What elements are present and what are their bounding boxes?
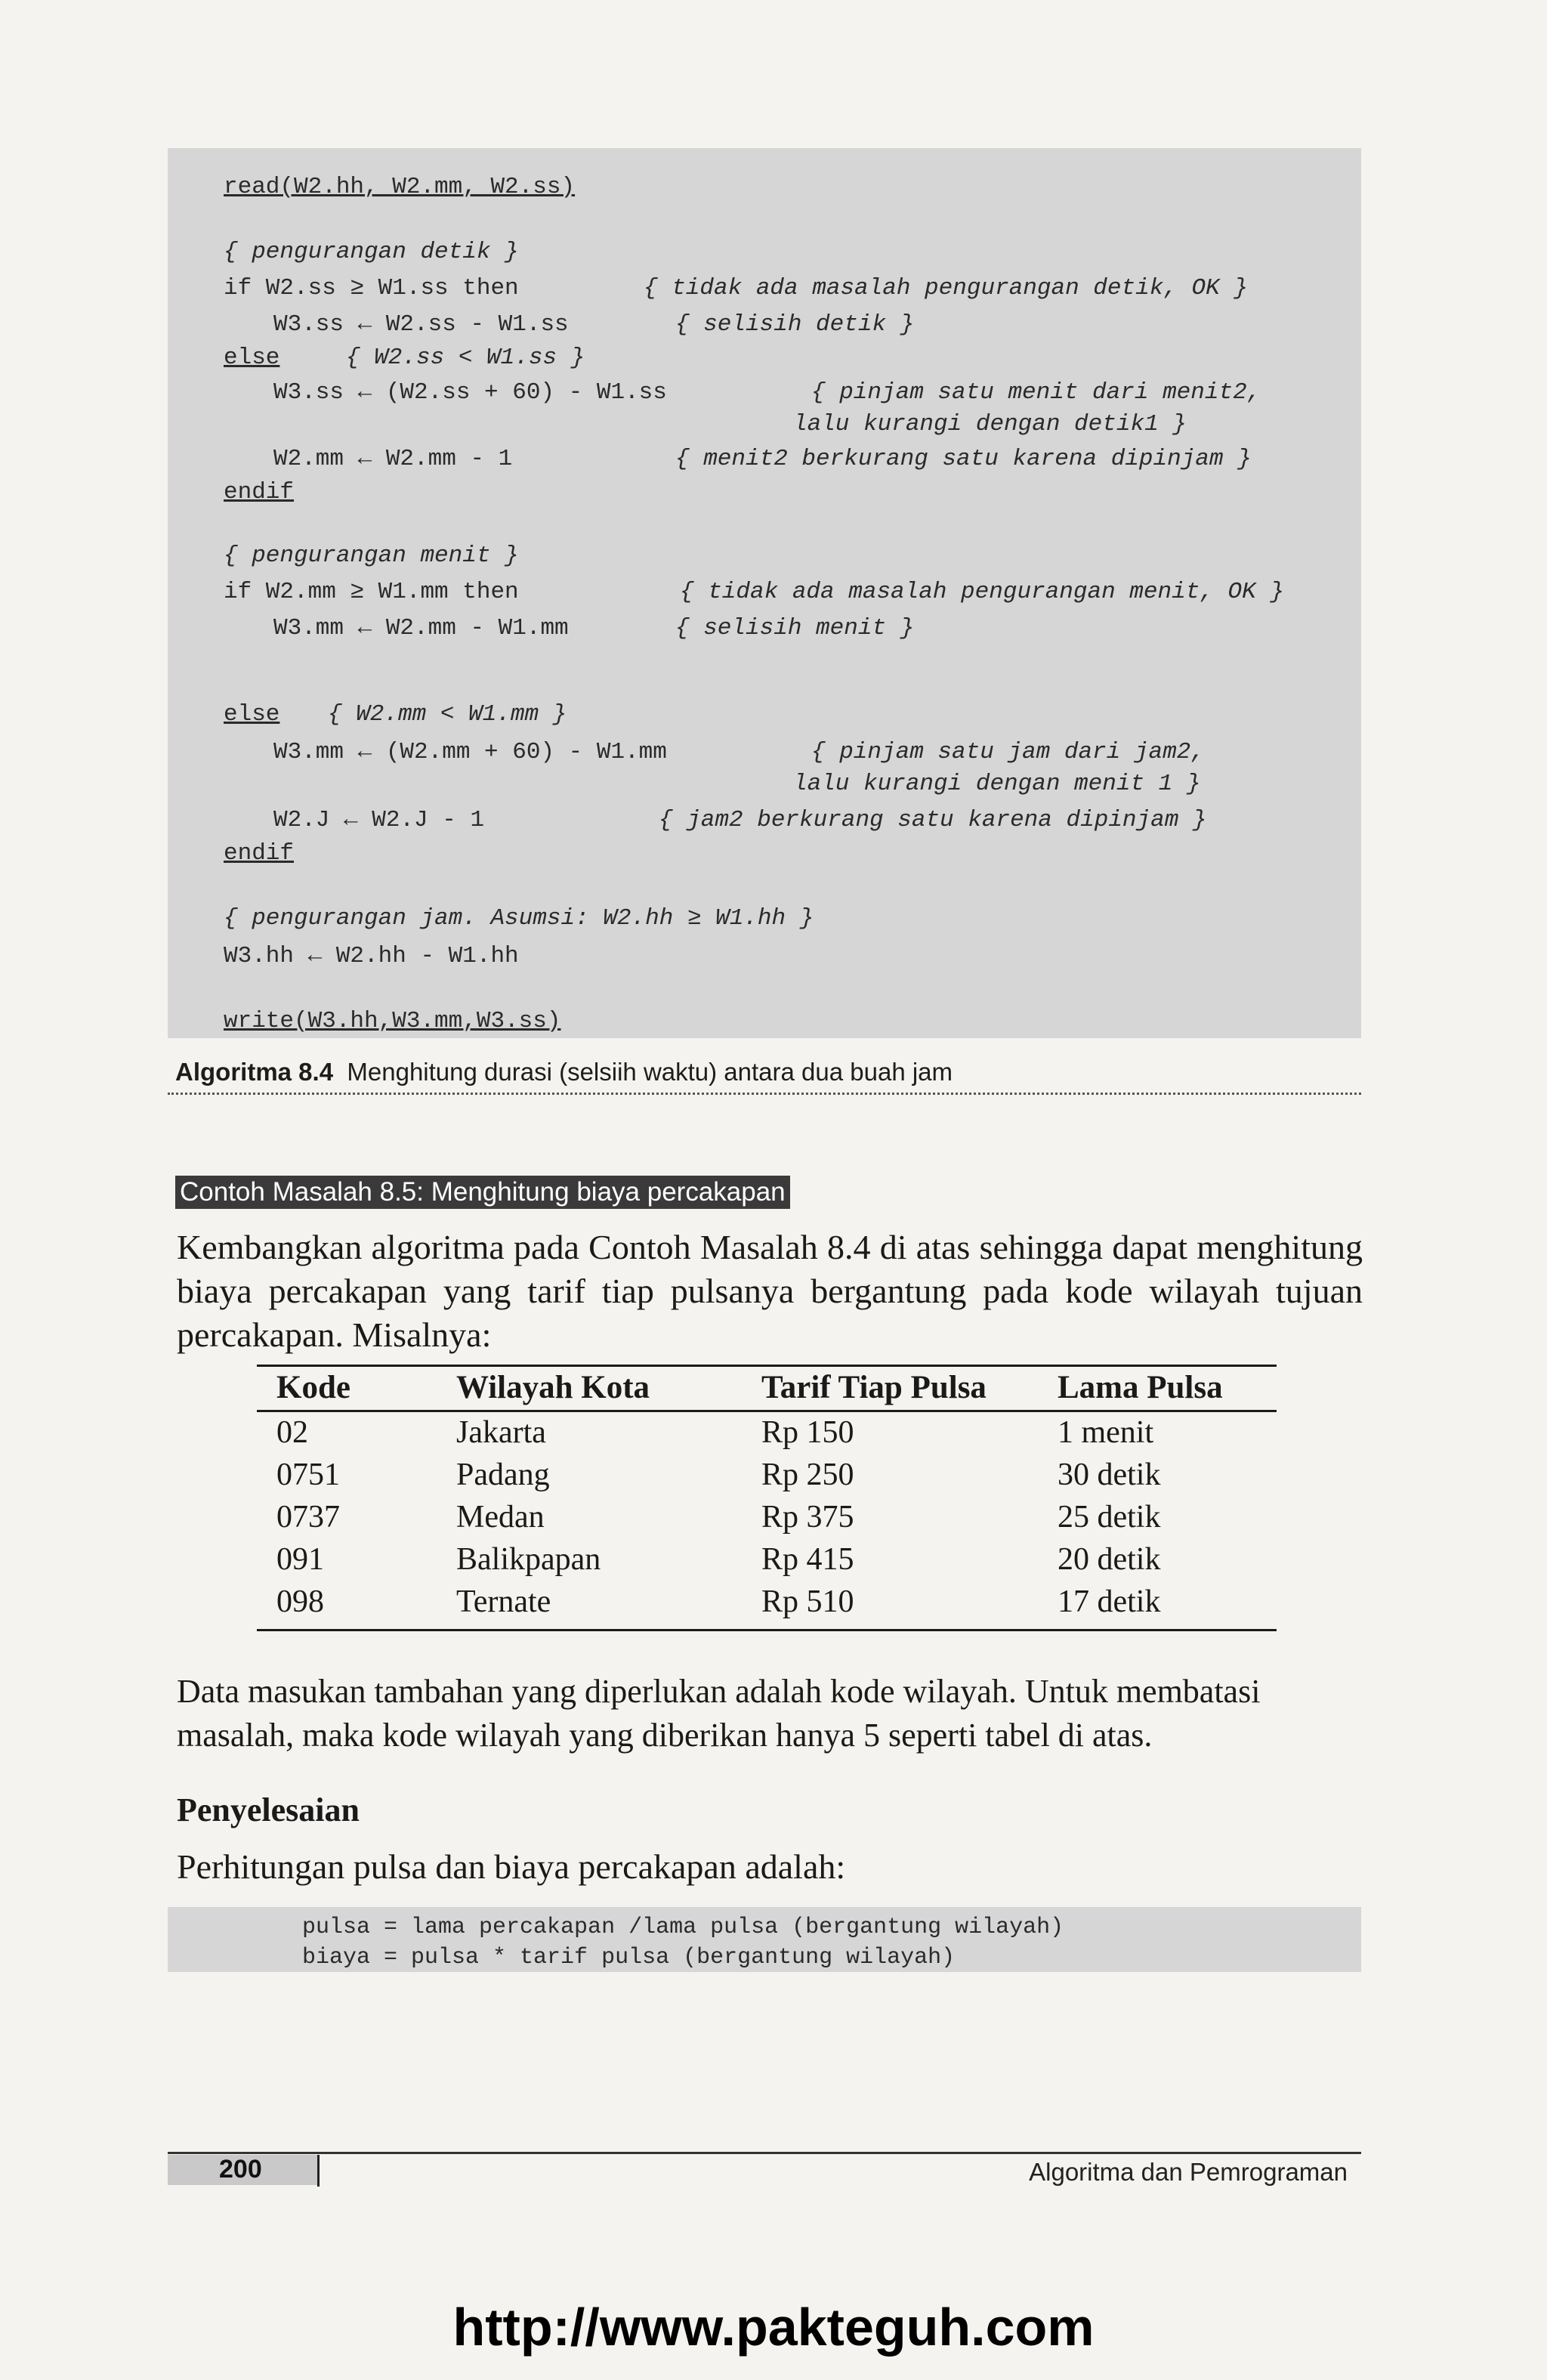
caption-text: Menghitung durasi (selsiih waktu) antara dua buah jam [347, 1058, 953, 1086]
example-intro: Kembangkan algoritma pada Contoh Masalah 8.4 di atas sehingga dapat menghitung biaya percakapan yang tarif tiap pulsanya bergantung pada kode wilayah tujuan percakapan. Misalnya: [177, 1228, 1363, 1354]
table-cell: Ternate [456, 1584, 551, 1619]
page-number: 200 [219, 2155, 262, 2184]
code-comment: { pinjam satu menit dari menit2, [811, 379, 1261, 406]
code-keyword-endif: endif [224, 840, 295, 867]
table-cell: 0737 [276, 1500, 340, 1535]
code-line: if W2.ss ≥ W1.ss then [224, 275, 519, 301]
code-line-read-text: read(W2.hh, W2.mm, W2.ss) [224, 174, 576, 200]
code-comment: { jam2 berkurang satu karena dipinjam } [659, 807, 1207, 833]
code-line: W2.J ← W2.J - 1 [273, 807, 485, 833]
code-line: W3.ss ← (W2.ss + 60) - W1.ss [273, 379, 667, 406]
code-comment: { pengurangan detik } [224, 239, 519, 265]
table-header-rule [257, 1410, 1277, 1412]
book-title: Algoritma dan Pemrograman [1029, 2158, 1348, 2186]
table-cell: 25 detik [1058, 1500, 1161, 1535]
code-comment: { tidak ada masalah pengurangan detik, OK } [644, 275, 1248, 301]
code-comment: { W2.mm < W1.mm } [328, 701, 567, 728]
table-cell: 17 detik [1058, 1584, 1161, 1619]
table-cell: 02 [276, 1415, 308, 1450]
solution-title: Penyelesaian [177, 1791, 360, 1828]
table-cell: 091 [276, 1542, 324, 1577]
table-bottom-rule [257, 1629, 1277, 1631]
code-keyword-else: else [224, 701, 280, 728]
table-cell: 098 [276, 1584, 324, 1619]
code-line-write [224, 1009, 560, 1033]
caption-label: Algoritma 8.4 [175, 1058, 334, 1086]
code-comment: { selisih detik } [675, 311, 915, 338]
code-comment: { menit2 berkurang satu karena dipinjam } [675, 446, 1252, 472]
table-header-wilayah: Wilayah Kota [456, 1370, 650, 1405]
caption-divider [168, 1093, 1361, 1095]
table-header-tarif: Tarif Tiap Pulsa [761, 1370, 987, 1405]
code-line: W2.mm ← W2.mm - 1 [273, 446, 513, 472]
example-heading: Contoh Masalah 8.5: Menghitung biaya percakapan [175, 1176, 790, 1209]
code-line: if W2.mm ≥ W1.mm then [224, 579, 519, 605]
formula-pulsa: pulsa = lama percakapan /lama pulsa (bergantung wilayah) [302, 1915, 1064, 1940]
table-cell: Rp 150 [761, 1415, 854, 1450]
table-cell: 0751 [276, 1457, 340, 1492]
table-cell: Padang [456, 1457, 550, 1492]
code-line: W3.mm ← W2.mm - W1.mm [273, 615, 569, 641]
table-cell: 20 detik [1058, 1542, 1161, 1577]
footer-rule [168, 2152, 1361, 2154]
code-comment: { pengurangan menit } [224, 542, 519, 569]
table-cell: 1 menit [1058, 1415, 1154, 1450]
code-comment: lalu kurangi dengan detik1 } [793, 411, 1187, 437]
code-comment: { selisih menit } [675, 615, 915, 641]
table-top-rule [257, 1365, 1277, 1367]
table-cell: Balikpapan [456, 1542, 601, 1577]
table-cell: Jakarta [456, 1415, 546, 1450]
solution-intro: Perhitungan pulsa dan biaya percakapan adalah: [177, 1847, 846, 1886]
code-comment: { W2.ss < W1.ss } [346, 345, 585, 371]
table-header-lama: Lama Pulsa [1058, 1370, 1223, 1405]
code-line: W3.hh ← W2.hh - W1.hh [224, 943, 519, 969]
page-number-divider [317, 2155, 320, 2187]
code-line-read [224, 175, 575, 199]
code-comment: { pinjam satu jam dari jam2, [811, 739, 1205, 765]
code-comment: lalu kurangi dengan menit 1 } [793, 771, 1201, 797]
code-line: W3.mm ← (W2.mm + 60) - W1.mm [273, 739, 667, 765]
algorithm-caption [175, 1058, 953, 1086]
code-comment: { pengurangan jam. Asumsi: W2.hh ≥ W1.hh } [224, 905, 814, 932]
code-line: W3.ss ← W2.ss - W1.ss [273, 311, 569, 338]
code-line-write-text: write(W3.hh,W3.mm,W3.ss) [224, 1008, 561, 1034]
table-cell: Rp 250 [761, 1457, 854, 1492]
watermark-url[interactable]: http://www.pakteguh.com [452, 2298, 1095, 2357]
table-cell: Rp 375 [761, 1500, 854, 1535]
code-keyword-else: else [224, 345, 280, 371]
table-cell: Rp 415 [761, 1542, 854, 1577]
table-cell: Rp 510 [761, 1584, 854, 1619]
table-cell: 30 detik [1058, 1457, 1161, 1492]
table-header-kode: Kode [276, 1370, 350, 1405]
table-cell: Medan [456, 1500, 545, 1535]
code-keyword-endif: endif [224, 479, 295, 505]
code-comment: { tidak ada masalah pengurangan menit, OK } [680, 579, 1284, 605]
example-note: Data masukan tambahan yang diperlukan adalah kode wilayah. Untuk membatasi masalah, maka kode wilayah yang diberikan hanya 5 seperti tabel di atas. [177, 1673, 1261, 1754]
formula-biaya: biaya = pulsa * tarif pulsa (bergantung wilayah) [302, 1945, 956, 1970]
